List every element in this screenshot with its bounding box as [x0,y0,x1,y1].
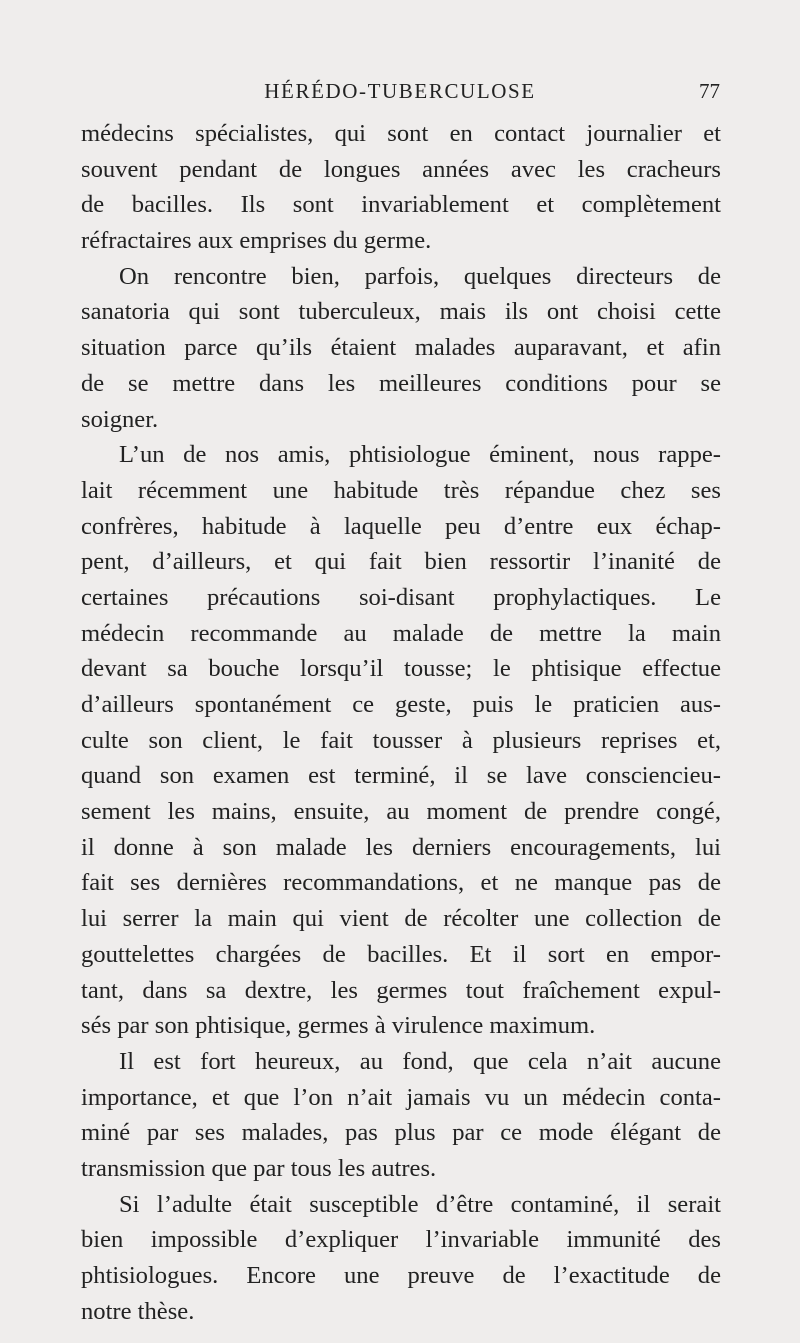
text-line: d’ailleurs spontanément ce geste, puis le praticien aus- [81,691,721,718]
running-head [80,74,720,108]
text-line: réfractaires aux emprises du germe. [81,227,432,255]
text-line: On rencontre bien, parfois, quelques directeurs de [119,262,721,290]
text-line: de bacilles. Ils sont invariablement et complètement [81,191,721,219]
text-line: gouttelettes chargées de bacilles. Et il sort en empor- [81,940,721,968]
text-line: sés par son phtisique, germes à virulence maximum. [81,1012,596,1040]
text-line: tant, dans sa dextre, les germes tout fraîchement expul- [81,976,721,1004]
text-line: Il est fort heureux, au fond, que cela n’ait aucune [119,1047,721,1075]
text-line: Si l’adulte était susceptible d’être contaminé, il serait [119,1190,721,1218]
text-line: sement les mains, ensuite, au moment de prendre congé, [81,798,721,826]
text-line: de se mettre dans les meilleures conditions pour se [81,369,721,397]
text-line: médecin recommande au malade de mettre la main [81,619,721,647]
text-line: notre thèse. [81,1297,195,1325]
text-line: importance, et que l’on n’ait jamais vu un médecin conta- [81,1083,721,1111]
running-title: HÉRÉDO-TUBERCULOSE [264,79,536,103]
text-line: L’un de nos amis, phtisiologue éminent, nous rappe- [119,441,721,469]
text-line: devant sa bouche lorsqu’il tousse; le phtisique effectue [81,655,721,683]
text-line: lui serrer la main qui vient de récolter une collection de [81,905,721,933]
text-line: quand son examen est terminé, il se lave consciencieu- [81,762,721,790]
text-line: lait récemment une habitude très répandue chez ses [81,476,721,504]
text-line: certaines précautions soi-disant prophylactiques. Le [81,583,721,611]
text-line: il donne à son malade les derniers encouragements, lui [81,833,721,861]
text-line: transmission que par tous les autres. [81,1154,437,1182]
text-line: confrères, habitude à laquelle peu d’entre eux échap- [81,512,721,540]
text-line: soigner. [81,405,159,433]
text-line: culte son client, le fait tousser à plusieurs reprises et, [81,726,721,754]
text-line: miné par ses malades, pas plus par ce mode élégant de [81,1119,721,1147]
body-text [81,116,721,1329]
text-line: souvent pendant de longues années avec les cracheurs [81,155,721,183]
text-line: phtisiologues. Encore une preuve de l’exactitude de [81,1262,721,1289]
text-line: médecins spécialistes, qui sont en contact journalier et [81,120,721,147]
text-line: pent, d’ailleurs, et qui fait bien ressortir l’inanité de [81,548,721,576]
page-number: 77 [699,79,720,103]
text-line: bien impossible d’expliquer l’invariable immunité des [81,1226,721,1254]
text-line: situation parce qu’ils étaient malades auparavant, et afin [81,334,721,362]
text-line: sanatoria qui sont tuberculeux, mais ils ont choisi cette [81,298,721,326]
text-line: fait ses dernières recommandations, et ne manque pas de [81,869,721,897]
